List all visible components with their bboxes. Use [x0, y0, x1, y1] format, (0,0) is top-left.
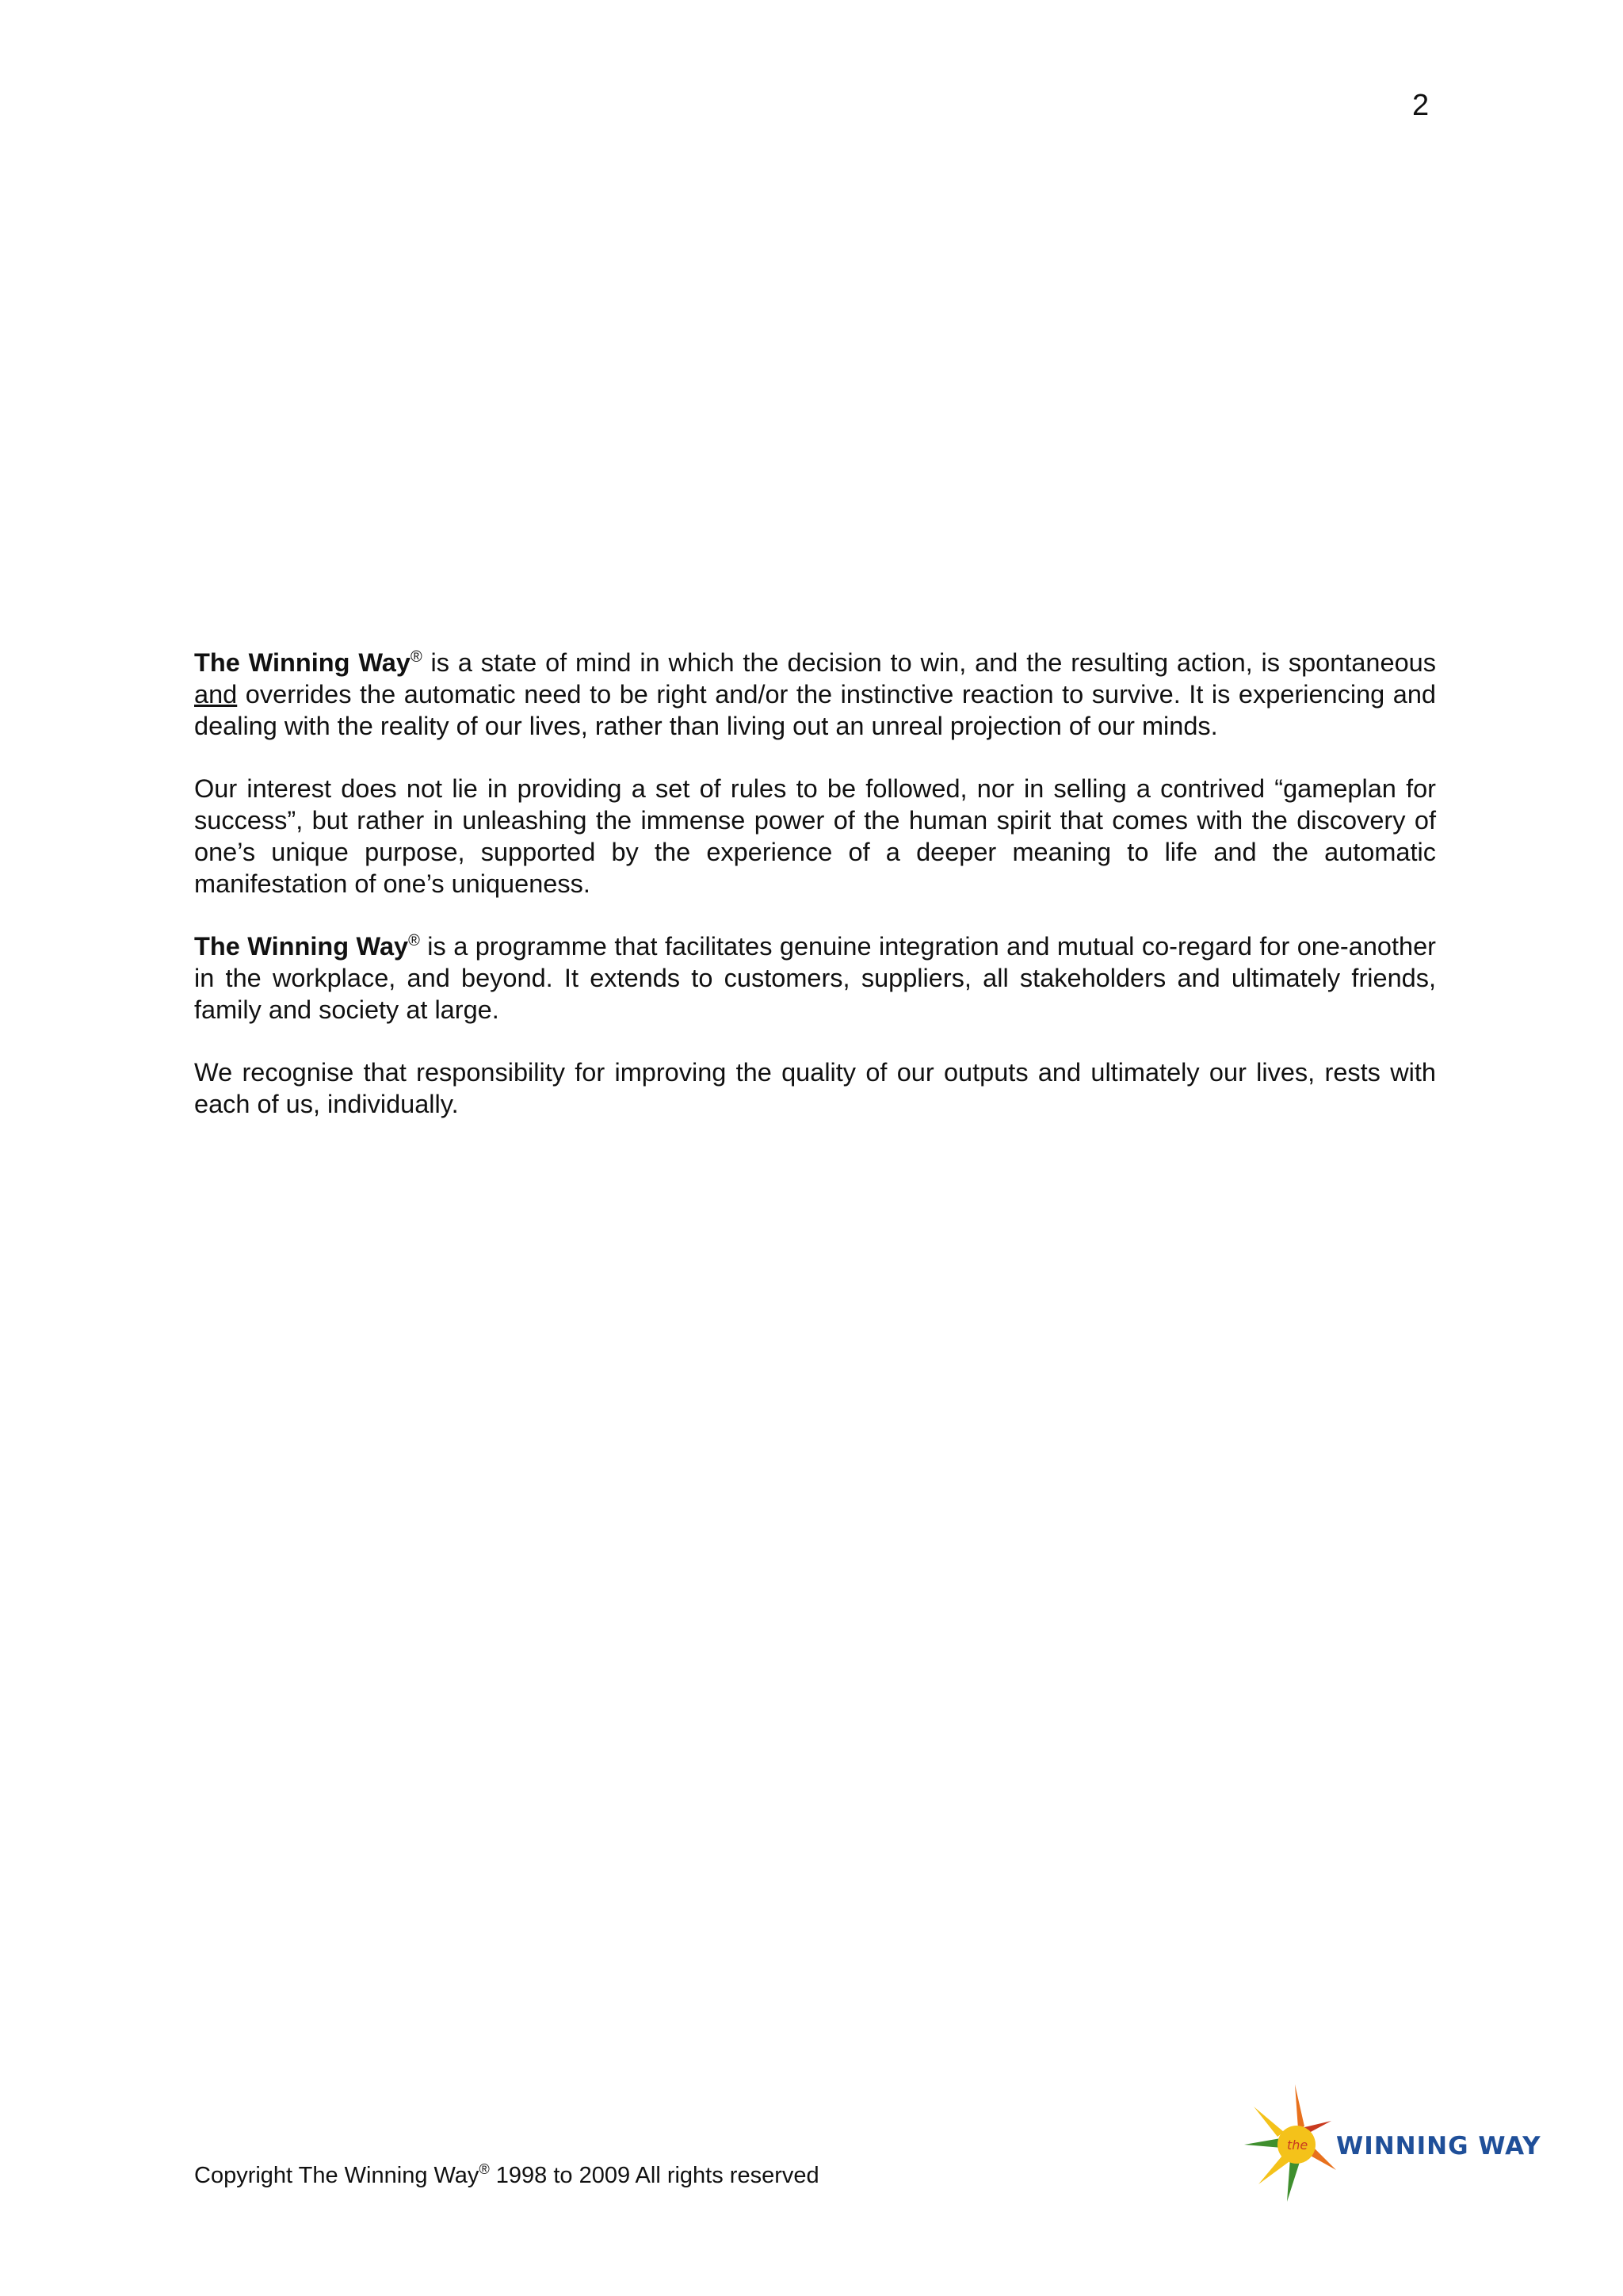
underlined-word: and — [194, 680, 238, 709]
paragraph-programme — [194, 930, 1436, 1026]
star-ray-green — [1244, 2138, 1282, 2148]
star-ray-orange — [1295, 2084, 1304, 2129]
logo-small-text: the — [1287, 2137, 1308, 2153]
star-ray-green — [1287, 2158, 1300, 2202]
footer-copyright — [194, 2161, 819, 2188]
copyright-years: 1998 to 2009 All rights reserved — [489, 2163, 819, 2188]
logo-wordmark: WINNING WAY — [1336, 2132, 1541, 2160]
page-number: 2 — [1412, 89, 1430, 122]
paragraph-responsibility: We recognise that responsibility for improving the quality of our outputs and ultimately our lives, rests with each of us, individually. — [194, 1058, 1436, 1118]
star-ray-yellow — [1258, 2156, 1289, 2184]
brand-name: The Winning Way — [194, 932, 409, 961]
registered-mark: ® — [408, 932, 420, 950]
star-ray-yellow — [1254, 2107, 1284, 2137]
paragraph-text: overrides the automatic need to be right and/or the instinctive reaction to survive. It is experiencing and dealing with the reality of our lives, rather than living out an unreal projection of our minds. — [194, 680, 1436, 740]
registered-mark: ® — [410, 648, 422, 667]
registered-mark: ® — [479, 2161, 490, 2178]
paragraph-definition — [194, 647, 1436, 742]
body-text — [194, 647, 1436, 1151]
brand-name: The Winning Way — [194, 648, 411, 677]
copyright-text: Copyright The Winning Way — [194, 2163, 479, 2188]
paragraph-text: is a programme that facilitates genuine integration and mutual co-regard for one-another in the workplace, and beyond. It extends to customers, suppliers, all stakeholders and ultimately friends, family and society at large. — [194, 932, 1436, 1024]
winning-way-logo — [1243, 2083, 1541, 2208]
paragraph-text: is a state of mind in which the decision to win, and the resulting action, is spontaneous — [422, 648, 1436, 677]
paragraph-interest: Our interest does not lie in providing a set of rules to be followed, nor in selling a contrived “gameplan for success”, but rather in unleashing the immense power of the human spirit that comes with the discovery of one’s unique purpose, supported by the experience of a deeper meaning to life and the automatic manifestation of one’s uniqueness. — [194, 774, 1436, 898]
